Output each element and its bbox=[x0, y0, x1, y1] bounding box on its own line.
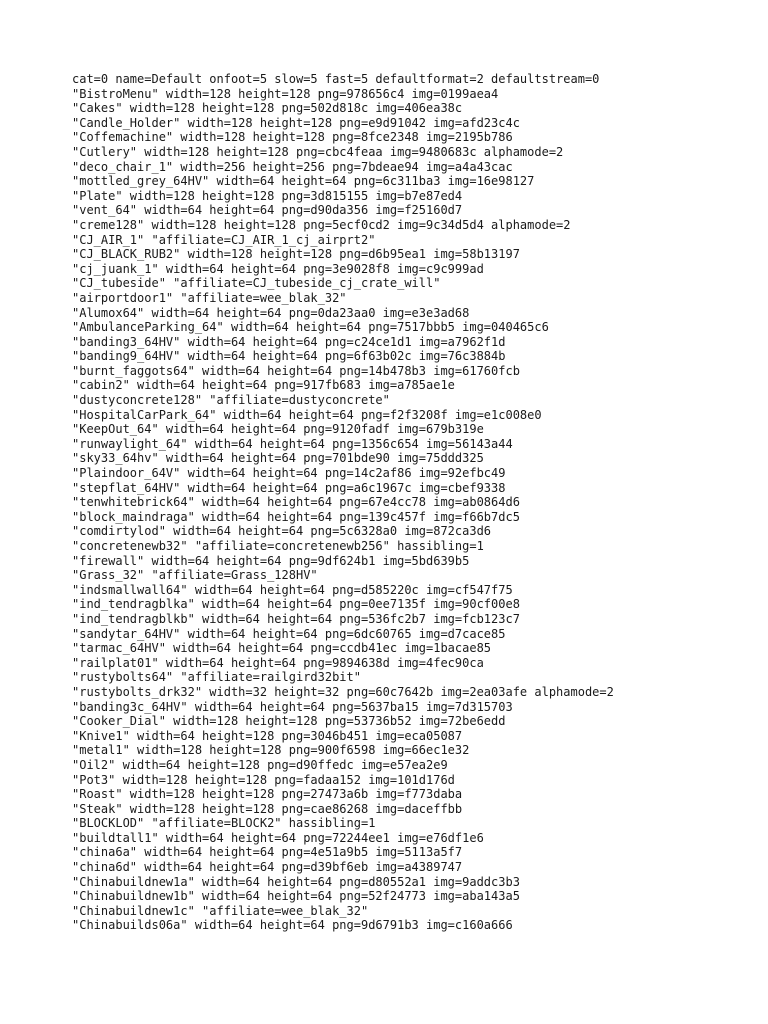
text-line: "Roast" width=128 height=128 png=27473a6b img=f773daba bbox=[72, 787, 463, 802]
text-line: "Cooker_Dial" width=128 height=128 png=53736b52 img=72be6edd bbox=[72, 714, 506, 729]
text-line: "cabin2" width=64 height=64 png=917fb683 img=a785ae1e bbox=[72, 378, 455, 393]
text-line: "sky33_64hv" width=64 height=64 png=701bde90 img=75ddd325 bbox=[72, 451, 484, 466]
text-line: "concretenewb32" "affiliate=concretenewb256" hassibling=1 bbox=[72, 539, 484, 553]
text-line: "Knive1" width=64 height=128 png=3046b451 img=eca05087 bbox=[72, 728, 463, 743]
text-line: "china6d" width=64 height=64 png=d39bf6eb img=a4389747 bbox=[72, 860, 463, 875]
text-line: "rustybolts64" "affiliate=railgird32bit" bbox=[72, 670, 361, 685]
text-line: "Cutlery" width=128 height=128 png=cbc4feaa img=9480683c alphamode=2 bbox=[72, 144, 564, 159]
text-line: "comdirtylod" width=64 height=64 png=5c6328a0 img=872ca3d6 bbox=[72, 524, 492, 539]
text-line: "rustybolts_drk32" width=32 height=32 png=60c7642b img=2ea03afe alphamode=2 bbox=[72, 684, 614, 699]
text-line: "tenwhitebrick64" width=64 height=64 png=67e4cc78 img=ab0864d6 bbox=[72, 495, 520, 510]
text-line: "Plate" width=128 height=128 png=3d815155 img=b7e87ed4 bbox=[72, 188, 463, 203]
text-line: "airportdoor1" "affiliate=wee_blak_32" bbox=[72, 290, 347, 305]
text-line: "Grass_32" "affiliate=Grass_128HV" bbox=[72, 568, 318, 583]
text-line: "tarmac_64HV" width=64 height=64 png=ccdb41ec img=1bacae85 bbox=[72, 641, 492, 656]
text-line: "Plaindoor_64V" width=64 height=64 png=14c2af86 img=92efbc49 bbox=[72, 466, 506, 481]
text-line: "sandytar_64HV" width=64 height=64 png=6dc60765 img=d7cace85 bbox=[72, 626, 506, 641]
text-line: "CJ_tubeside" "affiliate=CJ_tubeside_cj_crate_will" bbox=[72, 276, 441, 291]
text-line: "deco_chair_1" width=256 height=256 png=7bdeae94 img=a4a43cac bbox=[72, 159, 513, 174]
text-line: "Candle_Holder" width=128 height=128 png=e9d91042 img=afd23c4c bbox=[72, 115, 520, 130]
text-line: "stepflat_64HV" width=64 height=64 png=a6c1967c img=cbef9338 bbox=[72, 480, 506, 495]
text-line: "dustyconcrete128" "affiliate=dustyconcrete" bbox=[72, 393, 390, 408]
text-line: "vent_64" width=64 height=64 png=d90da356 img=f25160d7 bbox=[72, 203, 463, 218]
text-line: "HospitalCarPark_64" width=64 height=64 png=f2f3208f img=e1c008e0 bbox=[72, 407, 542, 422]
text-line: "Coffemachine" width=128 height=128 png=8fce2348 img=2195b786 bbox=[72, 130, 513, 145]
text-line: "runwaylight_64" width=64 height=64 png=1356c654 img=56143a44 bbox=[72, 436, 513, 451]
text-line: "firewall" width=64 height=64 png=9df624b1 img=5bd639b5 bbox=[72, 553, 470, 568]
text-line: "ind_tendragblkb" width=64 height=64 png=536fc2b7 img=fcb123c7 bbox=[72, 611, 520, 626]
text-line: "Oil2" width=64 height=128 png=d90ffedc img=e57ea2e9 bbox=[72, 757, 448, 772]
text-line: "buildtall1" width=64 height=64 png=72244ee1 img=e76df1e6 bbox=[72, 830, 484, 845]
text-line: "cj_juank_1" width=64 height=64 png=3e9028f8 img=c9c999ad bbox=[72, 261, 484, 276]
text-line: "block_maindraga" width=64 height=64 png=139c457f img=f66b7dc5 bbox=[72, 509, 520, 524]
text-line: "Chinabuildnew1b" width=64 height=64 png=52f24773 img=aba143a5 bbox=[72, 889, 520, 904]
text-line: "ind_tendragblka" width=64 height=64 png=0ee7135f img=90cf00e8 bbox=[72, 597, 520, 612]
text-line: "banding3c_64HV" width=64 height=64 png=5637ba15 img=7d315703 bbox=[72, 699, 513, 714]
text-line: "banding9_64HV" width=64 height=64 png=6f63b02c img=76c3884b bbox=[72, 349, 506, 364]
text-line: "Pot3" width=128 height=128 png=fadaa152 img=101d176d bbox=[72, 772, 455, 787]
text-line: "burnt_faggots64" width=64 height=64 png=14b478b3 img=61760fcb bbox=[72, 363, 520, 378]
text-line: "metal1" width=128 height=128 png=900f6598 img=66ec1e32 bbox=[72, 743, 470, 758]
text-line: "Cakes" width=128 height=128 png=502d818c img=406ea38c bbox=[72, 101, 463, 116]
text-line: "indsmallwall64" width=64 height=64 png=d585220c img=cf547f75 bbox=[72, 582, 513, 597]
text-line: "mottled_grey_64HV" width=64 height=64 png=6c311ba3 img=16e98127 bbox=[72, 174, 535, 189]
text-line: "Chinabuildnew1a" width=64 height=64 png=d80552a1 img=9addc3b3 bbox=[72, 874, 520, 889]
text-line: "Chinabuilds06a" width=64 height=64 png=9d6791b3 img=c160a666 bbox=[72, 918, 513, 933]
text-line: "Chinabuildnew1c" "affiliate=wee_blak_32" bbox=[72, 903, 369, 918]
text-line: "KeepOut_64" width=64 height=64 png=9120fadf img=679b319e bbox=[72, 422, 484, 437]
text-document bbox=[72, 72, 752, 933]
text-line: "railplat01" width=64 height=64 png=9894638d img=4fec90ca bbox=[72, 655, 484, 670]
text-line: "Steak" width=128 height=128 png=cae86268 img=daceffbb bbox=[72, 801, 463, 816]
text-line: "CJ_BLACK_RUB2" width=128 height=128 png=d6b95ea1 img=58b13197 bbox=[72, 247, 520, 262]
text-line: "CJ_AIR_1" "affiliate=CJ_AIR_1_cj_airprt2" bbox=[72, 232, 376, 247]
text-line: "china6a" width=64 height=64 png=4e51a9b5 img=5113a5f7 bbox=[72, 845, 463, 860]
text-line: cat=0 name=Default onfoot=5 slow=5 fast=5 defaultformat=2 defaultstream=0 bbox=[72, 72, 600, 86]
text-line: "creme128" width=128 height=128 png=5ecf0cd2 img=9c34d5d4 alphamode=2 bbox=[72, 217, 571, 232]
text-line: "Alumox64" width=64 height=64 png=0da23aa0 img=e3e3ad68 bbox=[72, 305, 470, 320]
text-line: "banding3_64HV" width=64 height=64 png=c24ce1d1 img=a7962f1d bbox=[72, 334, 506, 349]
text-line: "BistroMenu" width=128 height=128 png=978656c4 img=0199aea4 bbox=[72, 86, 499, 101]
text-line: "BLOCKLOD" "affiliate=BLOCK2" hassibling=1 bbox=[72, 816, 376, 831]
text-line: "AmbulanceParking_64" width=64 height=64 png=7517bbb5 img=040465c6 bbox=[72, 320, 549, 335]
